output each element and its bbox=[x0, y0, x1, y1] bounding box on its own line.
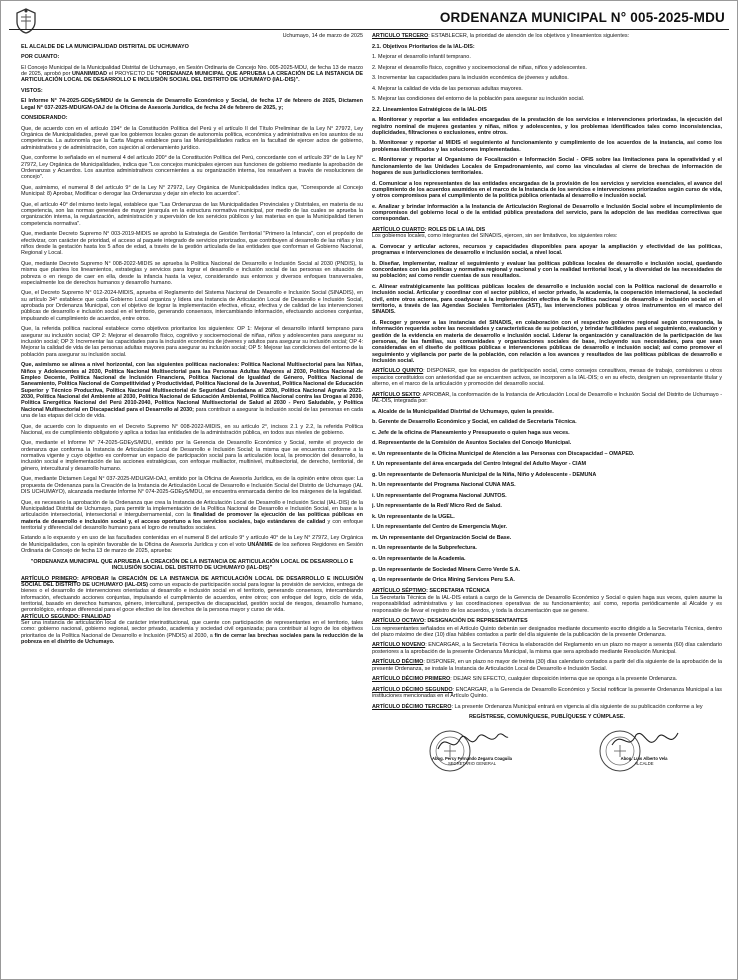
paragraph-numeral-8: Que, asimismo, el numeral 8 del artículo 9° de la Ley N° 27972, Ley Orgánica de Municipalidades indica que, "Corresponde al Concejo Municipal: 8) Aprobar, Modificar o derogar las Ordenanzas y dejar sin efecto los acuerdos". bbox=[21, 184, 363, 198]
integrantes-list bbox=[372, 409, 722, 584]
vistos-heading: VISTOS: bbox=[21, 87, 43, 94]
closing-formula: REGÍSTRESE, COMUNÍQUESE, PUBLÍQUESE Y CÚMPLASE. bbox=[468, 714, 625, 721]
paragraph-articulo-40: Que, el artículo 40° del mismo texto legal, establece que "Las Ordenanzas de las Municipalidades Provinciales y Distritales, en materia de su competencia, son las normas generales de mayor jerarquía en la estructura normativa municipal, por medio de las cuales se aprueba la organización interna, la regularización, administración y supervisión de los servicios públicos y las materias en que la Municipalidad tienen competencia normativa". bbox=[21, 201, 363, 227]
articulo-decimo-tercero: ARTÍCULO DÉCIMO TERCERO: La presente Ordenanza Municipal entrará en vigencia al día siguiente de su publicación conforme a ley bbox=[372, 703, 703, 710]
list-item: 3. Incrementar las capacidades para la inclusión económica de jóvenes y adultos. bbox=[372, 75, 569, 82]
list-item: a. Monitorear y reportar a las entidades encargadas de la prestación de los servicios e intervenciones priorizadas, la ejecución del registro nominal de mujeres gestantes y niñas, niños y adolescentes, y los problemas identificados tales como inconsistencias, duplicidades, filtraciones o exclusiones, entre otros. bbox=[372, 117, 722, 136]
list-item: b. Gerente de Desarrollo Económico y Social, en calidad de Secretaría Técnica. bbox=[372, 419, 577, 426]
paragraph-constitucion: Que, de acuerdo con en el artículo 194° de la Constitución Política del Perú y el artículo II del Título Preliminar de la Ley N° 27972, Ley Orgánica de Municipalidades, prevé que los gobiernos locales gozan de autonomía política, económica y administrativa en los asuntos de su competencia. La autonomía que la Carta Magna establece para las Municipalidades radica en la facultad de ejercer actos de gobierno, administrativos y de administración, con sujeción al ordenamiento jurídico. bbox=[21, 125, 363, 151]
articulo-tercero: ARTÍCULO TERCERO: ESTABLECER, la prioridad de atención de los objetivos y lineamientos siguientes: bbox=[372, 33, 630, 39]
list-item: d. Representante de la Comisión de Asuntos Sociales del Concejo Municipal. bbox=[372, 440, 572, 447]
paragraph-politicas: Que, asimismo se alinea a nivel horizontal, con las siguientes políticas nacionales: Política Nacional Multisectorial para las Niñas, Niños y Adolescentes al 2030, Política Nacional Multisectorial para las Personas Adultas Mayores al 2030, Política Nacional de Empleo Decente, Política Nacional de Inclusión Financiera, Política Nacional de Igualdad de Género, Política Nacional de Saneamiento, Política Nacional de Competitividad y Productividad, Política Nacional de la Juventud, Política Nacional de Educación Superior y Técnico Productiva, Política Nacional Multisectorial de Seguridad Ciudadana al 2030, Política Nacional Agraria 2021-2030, Política Nacional del Ambiente al 2030, Política Nacional de Educación Ambiental, Política Nacional contra las Drogas al 2030, Política Energética Nacional del Perú 2010-2040, Política Nacional Multisectorial de Salud al 2030 - Perú Saludable, y Política Nacional Multisectorial en Discapacidad para el Desarrollo al 2030; para contribuir a asegurar la inclusión social de las personas en cada una de las etapas del ciclo de vida. bbox=[21, 362, 363, 419]
paragraph-cumplimiento: Que, de acuerdo con lo dispuesto en el Decreto Supremo N° 008-2022-MIDIS, en su artículo 2°, incisos 2.1 y 2.2, la referida Política Nacional, es de cumplimiento obligatorio y aplica a todas las entidades de la administración pública, en todos sus niveles de gobierno. bbox=[21, 423, 363, 436]
list-item: n. Un representante de la Subprefectura. bbox=[372, 545, 477, 552]
paragraph-objetivos: Que, la referida política nacional establece como objetivos prioritarios los siguientes: OP 1: Mejorar el desarrollo infantil temprano para asegurar su inclusión social; OP 2: Mejorar el desarrollo físico, cognitivo y socioemocional de niñas, niños y adolescentes para asegurar su inclusión social; OP 3: Incrementar las capacidades para la inclusión económica de jóvenes y adultos para asegurar su inclusión social; OP 4: Mejorar la calidad de vida de las personas adultas mayores para asegurar su inclusión social; OP 5: Mejorar las condiciones del entorno de la población para asegurar su inclusión social. bbox=[21, 326, 363, 358]
list-item: k. Un representante de la UGEL. bbox=[372, 513, 455, 520]
municipal-crest-icon bbox=[13, 7, 39, 35]
list-item: c. Jefe de la oficina de Planeamiento y Presupuesto o quien haga sus veces. bbox=[372, 429, 570, 436]
list-item: e. Un representante de la Oficina Municipal de Atención a las Personas con Discapacidad – OMAPED. bbox=[372, 450, 635, 457]
list-item: j. Un representante de la Red/ Micro Red de Salud. bbox=[372, 503, 502, 510]
list-item: l. Un representante del Centro de Emergencia Mujer. bbox=[372, 524, 508, 531]
signature-alcalde: Abog. Luis Alberto Vela ALCALDE bbox=[584, 725, 704, 767]
articulo-cuarto: ARTÍCULO CUARTO: ROLES DE LA IAL DIS bbox=[372, 227, 486, 233]
paragraph-concejo: El Concejo Municipal de la Municipalidad Distrital de Uchumayo, en Sesión Ordinaria de Concejo Nro. 005-2025-MDU, de fecha 13 de marzo de 2025, aprobó por UNANIMIDAD el PROYECTO DE "ORDENANZA MUNICIPAL QUE APRUEBA LA CREACIÓN DE LA INSTANCIA DE ARTICULACIÓN LOCAL DE DESARROLLO E INCLUSIÓN SOCIAL DEL DISTRITO DE UCHUMAYO (IAL-DIS)". bbox=[21, 64, 363, 84]
paragraph-dictamen: Que, mediante Dictamen Legal N° 037-2025-MDU/GM-OAJ, emitido por la Oficina de Asesoría Jurídica, es de la opinión entre otros que: La propuesta de Ordenanza para la Creación de la Instancia de Articulación Local de Desarrollo e Inclusión Social del Distrito de Uchumayo (IAL DIS UCHUMAYO), alcanzada mediante Informe N° 074-2025-GDEyS/MDU, se encuentra enmarcada dentro de los márgenes de la legalidad. bbox=[21, 476, 363, 495]
paragraph-ds-003: Que, mediante Decreto Supremo N° 003-2019-MIDIS se aprobó la Estrategia de Gestión Territorial "Primero la Infancia", con el propósito de efectivizar, con carácter de prioridad, el acceso al paquete integrado de servicios priorizados, que contribuyen al desarrollo de las niñas y los niños desde la gestación hasta los 5 años de edad, a través de la gestión articulada de las entidades que conforman el Gobierno Nacional, Regional y Local. bbox=[21, 231, 363, 257]
list-item: d. Recoger y proveer a las instancias del SINADIS, en colaboración con el respectivo gobierno regional según corresponda, la información requerida sobre las necesidades y características de su población, y brindar facilidades para el seguimiento, evaluación y gestión de la evidencia en materia de desarrollo e inclusión social. Liderar la organización y canalización de la participación de las personas, de las familias, sus comunidades y organizaciones sociales de base, incluyendo sus necesidades, para que sean consideradas en el diseño de políticas públicas e intervenciones públicas de desarrollo e inclusión social; así como promover el seguimiento y vigilancia por parte de la población, con relación a los avances y resultados de las políticas públicas de desarrollo e inclusión social. bbox=[372, 319, 722, 364]
articulo-septimo: ARTÍCULO SÉPTIMO: SECRETARIA TÉCNICA bbox=[372, 587, 490, 594]
paragraph-numeral-4: Que, conforme lo señalado en el numeral 4 del artículo 200° de la Constitución Política del Perú, concordante con el artículo 39° de la Ley N° 27972, Ley Orgánica de Municipalidades, indica que "Los concejos municipales ejercen sus funciones de gobierno mediante la aprobación de Ordenanzas y Acuerdos. Los asuntos administrativos concernientes a su organización interna, los resuelven a través de resoluciones de concejo". bbox=[21, 155, 363, 181]
ordinance-title: "ORDENANZA MUNICIPAL QUE APRUEBA LA CREACIÓN DE LA INSTANCIA DE ARTICULACIÓN LOCAL DE DESARROLLO E INCLUSIÓN SOCIAL DEL DISTRITO DE UCHUMAYO (IAL-DIS)" bbox=[30, 558, 354, 571]
list-item: 2. Mejorar el desarrollo físico, cognitivo y socioemocional de niñas, niños y adolescentes. bbox=[372, 64, 587, 71]
articulo-noveno: ARTÍCULO NOVENO: ENCARGAR, a la Secretaría Técnica la elaboración del Reglamento en un plazo no mayor a sesenta (60) días calendario posteriores a la aprobación de la presente Ordenanza Municipal, la misma que sera aprobado mediante Resolución Municipal. bbox=[372, 642, 722, 655]
list-item: g. Un representante de Defensoría Municipal de la Niña, Niño y Adolescente - DEMUNA bbox=[372, 471, 597, 478]
list-item: c. Monitorear y reportar al Organismo de Focalización e Información Social - OFIS sobre las limitaciones para la operatividad y el funcionamiento de las Unidades Locales de Empadronamiento, así como las vinculadas al cierre de brechas de información de hogares de sus jurisdicciones territoriales. bbox=[372, 157, 722, 177]
articulo-segundo-body: Ser una instancia de articulación local de carácter interinstitucional, que cuente con participación de representantes en el territorio, tales como: gobierno nacional, gobierno regional, sector privado, academia y sociedad civil organizada; para contribuir al logro de los objetivos prioritarios de la Política Nacional de Desarrollo e Inclusión (PNDIS) al 2030, a fin de cerrar las brechas sociales para la reducción de la pobreza en el distrito de Uchumayo. bbox=[21, 619, 363, 645]
list-item: 1. Mejorar el desarrollo infantil temprano. bbox=[372, 54, 471, 61]
list-item: f. Un representante del área encargada del Centro Integral del Adulto Mayor - CIAM bbox=[372, 461, 587, 468]
paragraph-estando: Estando a lo expuesto y en uso de las facultades contenidas en el numeral 8 del artículo 9° y artículo 40° de la Ley N° 27972, Ley Orgánica de Municipalidades, con la opinión favorable de la Oficina de Asesoría Jurídica y con el voto UNÁNIME de los señores Regidores en Sesión Ordinaria de Concejo de fecha 13 de marzo de 2025, aprueba: bbox=[21, 535, 363, 555]
list-item: 4. Mejorar la calidad de vida de las personas adultas mayores. bbox=[372, 85, 523, 92]
signature-scribble-icon bbox=[432, 725, 512, 757]
roles-intro: Los gobiernos locales, como integrantes del SINADIS, ejercen, sin ser limitativos, los siguientes roles: bbox=[372, 233, 618, 240]
signature-secretario: Abog. Percy Fernando Zegarra Coaguila SECRETARIO GENERAL bbox=[412, 725, 532, 767]
lineamientos-list bbox=[372, 117, 722, 223]
list-item: i. Un representante del Programa Nacional JUNTOS. bbox=[372, 492, 507, 499]
paragraph-informe: El Informe N° 74-2025-GDEyS/MDU de la Gerencia de Desarrollo Económico y Social, de fecha 17 de febrero de 2025, Dictamen Legal N° 037-2025-MDU/GM-OAJ de la Oficina de Asesoría Jurídica, de fecha 24 de febrero de 2025, y; bbox=[21, 98, 363, 111]
list-item: m. Un representante del Organización Social de Base. bbox=[372, 534, 512, 541]
articulo-decimo-primero: ARTÍCULO DÉCIMO PRIMERO: DEJAR SIN EFECTO, cualquier disposición interna que se oponga a la presente Ordenanza. bbox=[372, 676, 678, 683]
articulo-decimo: ARTÍCULO DÉCIMO: DISPONER, en un plazo no mayor de treinta (30) días calendario contados a partir del día siguiente de la aprobación de la presente Ordenanza, se instale la Instancia de Articulación Local de Desarrollo e Inclusión Social. bbox=[372, 659, 722, 672]
list-item: e. Analizar y brindar información a la Instancia de Articulación Regional de Desarrollo e Inclusión Social sobre el incumplimiento de compromisos del gobierno local o de la entidad pública prestadora del servicio, para la adopción de las medidas correctivas que correspondan. bbox=[372, 203, 722, 223]
right-column bbox=[372, 33, 722, 975]
lineamientos-heading: 2.2. Lineamientos Estratégicos de la IAL-DIS bbox=[372, 106, 487, 113]
title-rule bbox=[9, 29, 729, 30]
objetivos-heading: 2.1. Objetivos Prioritarios de la IAL-DIS: bbox=[372, 43, 475, 50]
list-item: q. Un representante de Orica Mining Services Peru S.A. bbox=[372, 577, 515, 584]
articulo-octavo: ARTÍCULO OCTAVO: DESIGNACIÓN DE REPRESENTANTES bbox=[372, 618, 528, 625]
articulo-primero: ARTÍCULO PRIMERO: APROBAR la CREACIÓN DE LA INSTANCIA DE ARTICULACIÓN LOCAL DE DESARROLLO E INCLUSIÓN SOCIAL DEL DISTRITO DE UCHUMAYO (IAL-DIS) como un espacio de participación social para lograr la provisión de servicios, entrega de bienes o el desarrollo de intervenciones orientadas al desarrollo e inclusión social en el territorio, generando consensos, intercambiando información, efectuando acciones conjuntas, impulsando el cumplimiento de acuerdos, entre otros; con enfoque del logro, ciclo de vida, territorial, basado en derechos humanos, género, intercultural, perspectiva de discapacidad, gestión social de riesgos, desarrollo humano, gerontológico, enfoque diferencial para el goce efectivo de los derechos de la persona mayor y curso de vida. bbox=[21, 575, 363, 614]
document-title: ORDENANZA MUNICIPAL N° 005-2025-MDU bbox=[439, 10, 725, 25]
paragraph-ds-008: Que, mediante Decreto Supremo N° 008-2022-MIDIS se aprueba la Política Nacional de Desarrollo e Inclusión Social al 2030 (PNDIS), la misma que plantea los lineamientos, estrategias y servicios para lograr el desarrollo e inclusión social de las personas en situación de pobreza o en riesgo de caer en ella, desde la infancia hasta la vejez, considerando sus entornos y diversos enfoques transversales, especialmente los de derechos humanos y desarrollo humano. bbox=[21, 260, 363, 286]
signature-scribble-icon bbox=[604, 725, 684, 757]
list-item: a. Alcalde de la Municipalidad Distrital de Uchumayo, quien la preside. bbox=[372, 408, 554, 415]
left-column bbox=[21, 33, 363, 975]
list-item: h. Un representante del Programa Nacional CUNA MAS. bbox=[372, 482, 516, 489]
list-item: d. Comunicar a los representantes de las entidades encargadas de la provisión de los servicios y servicios esenciales, el avance del cumplimiento de los acuerdos asumidos en el marco de la Instancia de los servicios e intervenciones priorizados según curso de vida, y otros compromisos para el cumplimiento de la política pública orientada al desarrollo e inclusión social. bbox=[372, 180, 722, 200]
paragraph-ds-012: Que, el Decreto Supremo N° 012-2024-MIDIS, aprueba el Reglamento del Sistema Nacional de Desarrollo e Inclusión Social (SINADIS), en su artículo 34° establece que cada Gobierno Local organiza y lidera una Instancia de Articulación Local de Desarrollo e Inclusión Social, aprobada por Ordenanza Municipal, con el objetivo de lograr la implementación efectiva, eficaz, efectiva y de calidad de las intervenciones públicas de desarrollo e inclusión social en el territorio, generando consensos, intercambiando información, efectuando acciones conjuntas, impulsando el cumplimiento de acuerdos, entre otros. bbox=[21, 290, 363, 322]
list-item: a. Convocar y articular actores, recursos y capacidades disponibles para apoyar la ampliación y efectividad de las políticas, programas e intervenciones de desarrollo e inclusión social, a nivel local. bbox=[372, 243, 722, 257]
articulo-decimo-segundo: ARTÍCULO DÉCIMO SEGUNDO: ENCARGAR, a la Gerencia de Desarrollo Económico y Social notificar la presente Ordenanza Municipal a las instituciones mencionadas en el Artículo Quinto. bbox=[372, 686, 722, 699]
paragraph-necesidad: Que, es necesario la aprobación de la Ordenanza que crea la Instancia de Articulación Local de Desarrollo e Inclusión Social (IAL-DIS) de la Municipalidad Distrital de Uchumayo, para permitir la implementación de la Política Nacional de Desarrollo e Inclusión Social, en base a la articulación intersectorial, intersectorial e intergubernamental, con la finalidad de promover la ejecución de las políticas públicas en materia de desarrollo e inclusión social y, el acceso oportuno a los servicios sociales, bajo estándares de calidad y con enfoque territorial y diferencial del desarrollo humano para el logro de resultados sociales. bbox=[21, 499, 363, 531]
list-item: c. Alinear estratégicamente las políticas públicas locales de desarrollo e inclusión social con la Política nacional de desarrollo e inclusión social. Articular y coordinar con el sector público, el sector privado, la academia, la cooperación internacional, la sociedad civil, entre otros actores, para coadyuvar a la implementación efectiva de la Política nacional de desarrollo e inclusión social en el territorio, a través de las Agendas Sociales Territoriales (AST), las intervenciones públicas y otros instrumentos en el marco del SINADIS. bbox=[372, 283, 722, 316]
document-date: Uchumayo, 14 de marzo de 2025 bbox=[282, 33, 363, 39]
articulo-septimo-body: La Secretaría Técnica de la IAL-DIS estará a cargo de la Gerencia de Desarrollo Económico y Social o quien haga sus veces, quien asume la responsabilidad administrativa y las coordinaciones operativas de su funcionamiento; así como, reporta periódicamente al Alcalde y es responsable de llevar el registro de los acuerdos, y toda la documentación que se genere. bbox=[372, 594, 722, 614]
list-item: b. Monitorear y reportar al MIDIS el seguimiento al funcionamiento y cumplimiento de los acuerdos de la instancia, así como los problemas identificados y las soluciones implementadas. bbox=[372, 140, 722, 153]
considerando-heading: CONSIDERANDO: bbox=[21, 115, 68, 122]
roles-list bbox=[372, 244, 722, 364]
articulo-octavo-body: Los representantes señalados en el Artículo Quinto deberán ser designados mediante documento escrito dirigido a la Secretaría Técnica, dentro del plazo máximo de diez (10) días hábiles contados a partir del día siguiente de la publicación de la presente Ordenanza. bbox=[372, 625, 722, 638]
por-cuanto-heading: POR CUANTO: bbox=[21, 54, 60, 61]
objetivos-list bbox=[372, 54, 722, 102]
alcalde-heading: EL ALCALDE DE LA MUNICIPALIDAD DISTRITAL DE UCHUMAYO bbox=[21, 43, 189, 50]
list-item: 5. Mejorar las condiciones del entorno de la población para asegurar su inclusión social. bbox=[372, 96, 585, 103]
list-item: o. Un representante de la Academia. bbox=[372, 556, 466, 562]
articulo-segundo-heading: ARTÍCULO SEGUNDO: FINALIDAD bbox=[21, 613, 111, 620]
signature-block bbox=[372, 725, 722, 781]
articulo-quinto: ARTÍCULO QUINTO: DISPONER, que los espacios de participación social, como consejos consultivos, mesas de trabajo, comisiones u otros espacios constituidos con anterioridad que se encuentren activos, se incorporen a la IAL-DIS; o en su efecto, designen un representante titular y alterno, en el marco de la articulación y promoción del desarrollo social. bbox=[372, 368, 722, 388]
list-item: b. Diseñar, implementar, realizar el seguimiento y evaluar las políticas públicas locales de desarrollo e inclusión social, quedando concordantes con las políticas y normativa regional y nacional y con la realidad territorial local, y la diversidad de las necesidades de su población; así como rendir cuentas de sus resultados. bbox=[372, 260, 722, 280]
articulo-sexto: ARTÍCULO SEXTO: APROBAR, la conformación de la Instancia de Articulación Local de Desarrollo e Inclusión Social del Distrito de Uchumayo - IAL-DIS, integrada por: bbox=[372, 391, 722, 405]
paragraph-informe-74: Que, mediante el Informe N° 74-2025-GDEyS/MDU, emitido por la Gerencia de Desarrollo Económico y Social, remite el proyecto de ordenanza que conforma la Instancia de Articulación Local de Desarrollo e Inclusión Social; la misma que se encuentra conforme a la normativa vigente y cuyo objetivo es conformar un espacio de participación social para la articulación local, la promoción del desarrollo, la inclusión social e implementación de las acciones estratégicas, con enfoque multiactor, multinivel, multisectorial, de derecho, territorial, de género, intercultural y desarrollo humano. bbox=[21, 440, 363, 472]
list-item: p. Un representante de Sociedad Minera Cerro Verde S.A. bbox=[372, 566, 521, 573]
